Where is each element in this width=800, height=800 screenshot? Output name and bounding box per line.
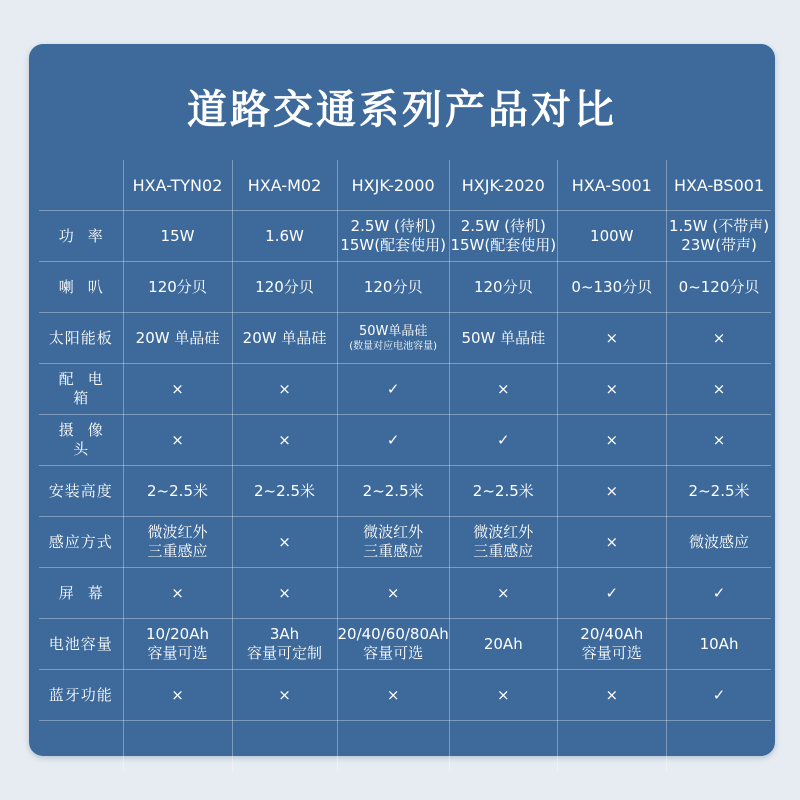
model-header: HXJK-2000 [337,160,449,211]
model-header: HXJK-2020 [449,160,557,211]
row-label-bluetooth: 蓝牙功能 [39,670,123,721]
spacer-cell [557,721,666,772]
table-cell: 20/40/60/80Ah 容量可选 [337,619,449,670]
table-cell: 2~2.5米 [666,466,771,517]
table-cell: 2~2.5米 [449,466,557,517]
table-row [39,670,771,721]
table-row [39,568,771,619]
cross-icon: × [232,415,337,466]
cross-icon: × [557,415,666,466]
model-header: HXA-TYN02 [123,160,232,211]
table-row [39,466,771,517]
corner-cell [39,160,123,211]
row-label-distribution-box: 配电箱 [39,364,123,415]
spacer-cell [666,721,771,772]
cross-icon: × [449,568,557,619]
model-header: HXA-BS001 [666,160,771,211]
spacer-cell [39,721,123,772]
table-spacer-row [39,721,771,772]
table-cell: 2.5W (待机) 15W(配套使用) [337,211,449,262]
spacer-cell [123,721,232,772]
cross-icon: × [557,313,666,364]
cross-icon: × [232,517,337,568]
table-cell: 10/20Ah 容量可选 [123,619,232,670]
table-cell: 120分贝 [337,262,449,313]
check-icon: ✓ [666,670,771,721]
row-label-install-height: 安装高度 [39,466,123,517]
table-cell: 20W 单晶硅 [123,313,232,364]
table-row [39,364,771,415]
cross-icon: × [123,364,232,415]
check-icon: ✓ [449,415,557,466]
table-cell: 120分贝 [449,262,557,313]
table-cell: 20W 单晶硅 [232,313,337,364]
check-icon: ✓ [337,364,449,415]
page-title: 道路交通系列产品对比 [187,87,617,133]
table-row [39,313,771,364]
cross-icon: × [666,415,771,466]
check-icon: ✓ [337,415,449,466]
cross-icon: × [337,568,449,619]
table-cell: 1.5W (不带声) 23W(带声) [666,211,771,262]
model-header: HXA-S001 [557,160,666,211]
table-cell: 3Ah 容量可定制 [232,619,337,670]
spacer-cell [337,721,449,772]
header-row [39,160,771,211]
table-cell: 2.5W (待机) 15W(配套使用) [449,211,557,262]
row-label-screen: 屏幕 [39,568,123,619]
table-cell: 0~130分贝 [557,262,666,313]
table-cell: 120分贝 [123,262,232,313]
cross-icon: × [449,670,557,721]
cross-icon: × [666,313,771,364]
row-label-power: 功率 [39,211,123,262]
table-cell: 微波感应 [666,517,771,568]
table-cell: 20Ah [449,619,557,670]
table-cell: 15W [123,211,232,262]
table-cell: 120分贝 [232,262,337,313]
table-cell: 微波红外 三重感应 [123,517,232,568]
table-row [39,517,771,568]
table-cell: 0~120分贝 [666,262,771,313]
cross-icon: × [123,415,232,466]
table-cell: 100W [557,211,666,262]
table-cell: 50W单晶硅 (数量对应电池容量) [337,313,449,364]
cross-icon: × [123,670,232,721]
check-icon: ✓ [666,568,771,619]
table-cell: 2~2.5米 [232,466,337,517]
spacer-cell [232,721,337,772]
row-label-speaker: 喇叭 [39,262,123,313]
table-cell: 2~2.5米 [123,466,232,517]
row-label-solar-panel: 太阳能板 [39,313,123,364]
cross-icon: × [337,670,449,721]
spacer-cell [449,721,557,772]
table-cell: 50W 单晶硅 [449,313,557,364]
cross-icon: × [557,466,666,517]
cross-icon: × [449,364,557,415]
comparison-card [29,44,775,756]
table-row [39,619,771,670]
model-header: HXA-M02 [232,160,337,211]
table-cell: 10Ah [666,619,771,670]
check-icon: ✓ [557,568,666,619]
row-label-battery-capacity: 电池容量 [39,619,123,670]
table-cell: 微波红外 三重感应 [449,517,557,568]
cross-icon: × [557,517,666,568]
table-cell: 微波红外 三重感应 [337,517,449,568]
cross-icon: × [123,568,232,619]
cross-icon: × [232,364,337,415]
cross-icon: × [557,364,666,415]
cross-icon: × [232,568,337,619]
row-label-camera: 摄像头 [39,415,123,466]
comparison-table [39,160,771,771]
cross-icon: × [557,670,666,721]
cross-icon: × [232,670,337,721]
cross-icon: × [666,364,771,415]
table-row [39,262,771,313]
table-row [39,415,771,466]
table-cell: 20/40Ah 容量可选 [557,619,666,670]
row-label-sensing-mode: 感应方式 [39,517,123,568]
table-cell: 1.6W [232,211,337,262]
table-cell: 2~2.5米 [337,466,449,517]
table-row [39,211,771,262]
